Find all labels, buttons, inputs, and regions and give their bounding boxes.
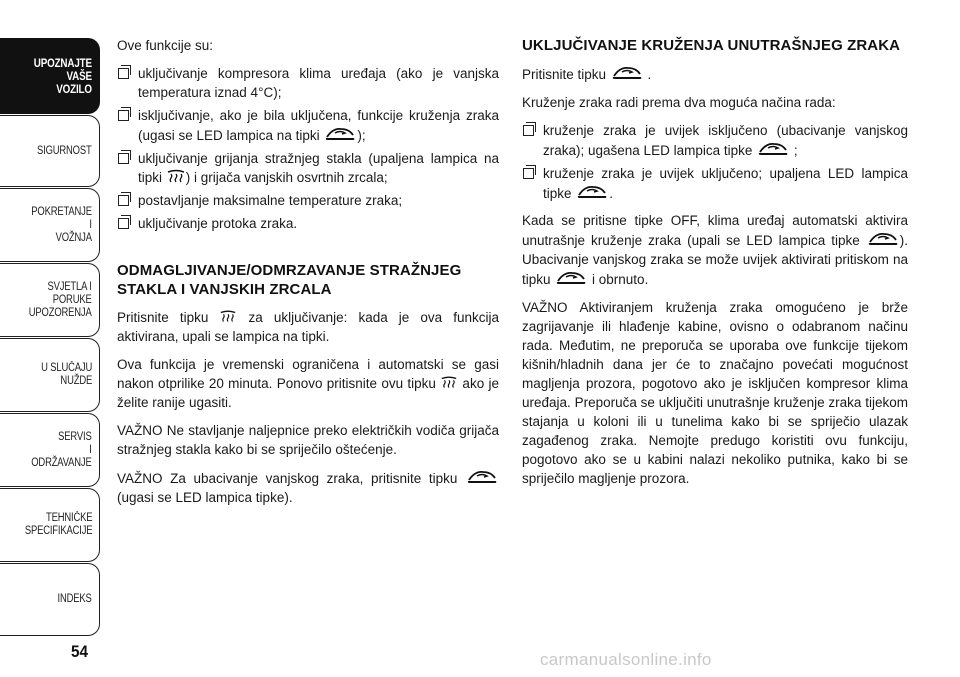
list-item-text-end: . [609,186,614,201]
mode-list [522,121,908,203]
checkbox-bullet-icon [118,153,129,164]
text-run: Pritisnite tipku [117,310,220,325]
text-run: ako je želite ranije ugasiti. [117,376,499,410]
tab-label: SIGURNOST [37,144,92,157]
air-recirculation-icon [323,125,357,143]
rear-window-defrost-icon [440,375,458,391]
tab-upoznajte-vase-vozilo[interactable] [0,38,100,114]
list-item-text-end: ); [357,128,366,143]
air-recirculation-icon [575,183,609,201]
list-item-text: uključivanje protoka zraka. [138,216,298,231]
paragraph: VAŽNO Ne stavljanje naljepnice preko električkih vodiča grijača stražnjeg stakla kako bi se spriječilo oštećenje. [117,423,499,457]
air-recirculation-icon [610,64,644,82]
list-item-text: kruženje zraka je uvijek isključeno (ubacivanje vanjskog zraka); ugašena LED lampica tipke [543,123,908,158]
list-item-text-end: ; [790,143,798,158]
text-run: Pritisnite tipku [522,67,610,82]
tab-servis-i-odrzavanje[interactable] [0,413,100,487]
tab-label: INDEKS [57,593,92,605]
list-item-text: kruženje zraka je uvijek uključeno; upaljena LED lampica tipke [543,166,908,201]
tab-indeks[interactable] [0,563,100,636]
paragraph: VAŽNO Aktiviranjem kruženja zraka omogućeno je brže zagrijavanje ili hlađenje kabine, ovisno o odabranom načinu rada. Međutim, ne preporuča se uporaba ove funkcije tijekom kišnih/hladnih dana jer će to značajno povećati mogućnost magljenja prozora, pogotovo ako je isključen kompresor klima uređaja. Preporuča se uključiti unutrašnje kruženje zraka tijekom stajanja u koloni ili u tunelima kako bi se spriječio ulazak zagađenog zraka. Nemojte predugo koristiti ovu funkciju, pogotovo ako se u kabini nalazi nekoliko putnika, kako bi se spriječilo magljenje prozora. [522,300,908,486]
paragraph [117,308,499,346]
tab-pokretanje-i-voznja[interactable] [0,188,100,262]
list-item [117,106,499,145]
tab-label: TEHNIČKE SPECIFIKACIJE [24,512,92,537]
list-item [117,191,499,210]
list-item [522,121,908,160]
list-item-text: postavljanje maksimalne temperature zraka; [138,193,403,208]
list-item-text: isključivanje, ako je bila uključena, funkcije kruženja zraka (ugasi se LED lampica na tipki [138,108,499,143]
tab-label: U SLUČAJU NUŽDE [41,362,92,387]
text-run: (ugasi se LED lampica tipke). [117,490,293,505]
watermark: carmanualsonline.info [540,650,712,669]
text-run: ). Ubacivanje vanjskog zraka se može uvijek aktivirati pritiskom na tipku [522,233,908,287]
text-run: VAŽNO Za ubacivanje vanjskog zraka, pritisnite tipku [117,471,465,486]
list-item [117,149,499,187]
checkbox-bullet-icon [118,218,129,229]
air-recirculation-icon [866,230,900,248]
tab-svjetla-i-poruke-upozorenja[interactable] [0,263,100,337]
paragraph: Kruženje zraka radi prema dva moguća načina rada: [522,95,836,110]
rear-window-defrost-icon [166,169,186,185]
text-run: Kada se pritisne tipke OFF, klima uređaj automatski aktivira unutrašnje kruženje zraka (upali se LED lampica tipke [522,213,908,248]
checkbox-bullet-icon [118,195,129,206]
list-item-text-end: ) i grijača vanjskih osvrtnih zrcala; [185,170,388,185]
page-number: 54 [70,642,88,661]
tab-label: SVJETLA I PORUKE UPOZORENJA [29,280,92,319]
list-item [117,214,499,233]
checkbox-bullet-icon [118,110,129,121]
checkbox-bullet-icon [523,125,534,136]
list-item [117,64,499,102]
tab-u-slucaju-nuzde[interactable] [0,338,100,412]
tab-label: UPOZNAJTE VAŠE VOZILO [33,55,92,96]
air-recirculation-icon [756,140,790,158]
left-column [117,36,499,516]
section-heading-recirculation: UKLJUČIVANJE KRUŽENJA UNUTRAŠNJEG ZRAKA [522,37,901,54]
intro-text: Ove funkcije su: [117,38,214,53]
list-item-text: uključivanje kompresora klima uređaja (ako je vanjska temperatura iznad 4°C); [138,66,499,100]
paragraph [522,211,908,289]
tab-tehnicke-specifikacije[interactable] [0,488,100,562]
rear-window-defrost-icon [219,309,237,325]
right-column [522,36,908,497]
tab-sigurnost[interactable] [0,115,100,187]
text-run: Ova funkcija je vremenski ograničena i automatski se gasi nakon otprilike 20 minuta. Ponovo pritisnite ovu tipku [117,357,499,391]
section-heading-defrost: ODMAGLJIVANJE/ODMRZAVANJE STRAŽNJEG STAKLA I VANJSKIH ZRCALA [117,262,462,298]
checkbox-bullet-icon [118,68,129,79]
text-run: . [643,67,652,82]
paragraph [117,355,499,412]
tab-label: POKRETANJE I VOŽNJA [31,205,92,244]
paragraph [117,468,499,507]
text-run: za uključivanje: kada je ova funkcija aktivirana, upali se lampica na tipki. [117,310,499,344]
list-item-text: uključivanje grijanja stražnjeg stakla (upaljena lampica na tipki [138,151,499,185]
paragraph [522,64,908,84]
air-recirculation-icon [465,468,499,486]
list-item [522,164,908,203]
tab-label: SERVIS I ODRŽAVANJE [31,430,92,469]
text-run: i obrnuto. [588,272,649,287]
air-recirculation-icon [554,269,588,287]
checkbox-bullet-icon [523,168,534,179]
function-list [117,64,499,233]
